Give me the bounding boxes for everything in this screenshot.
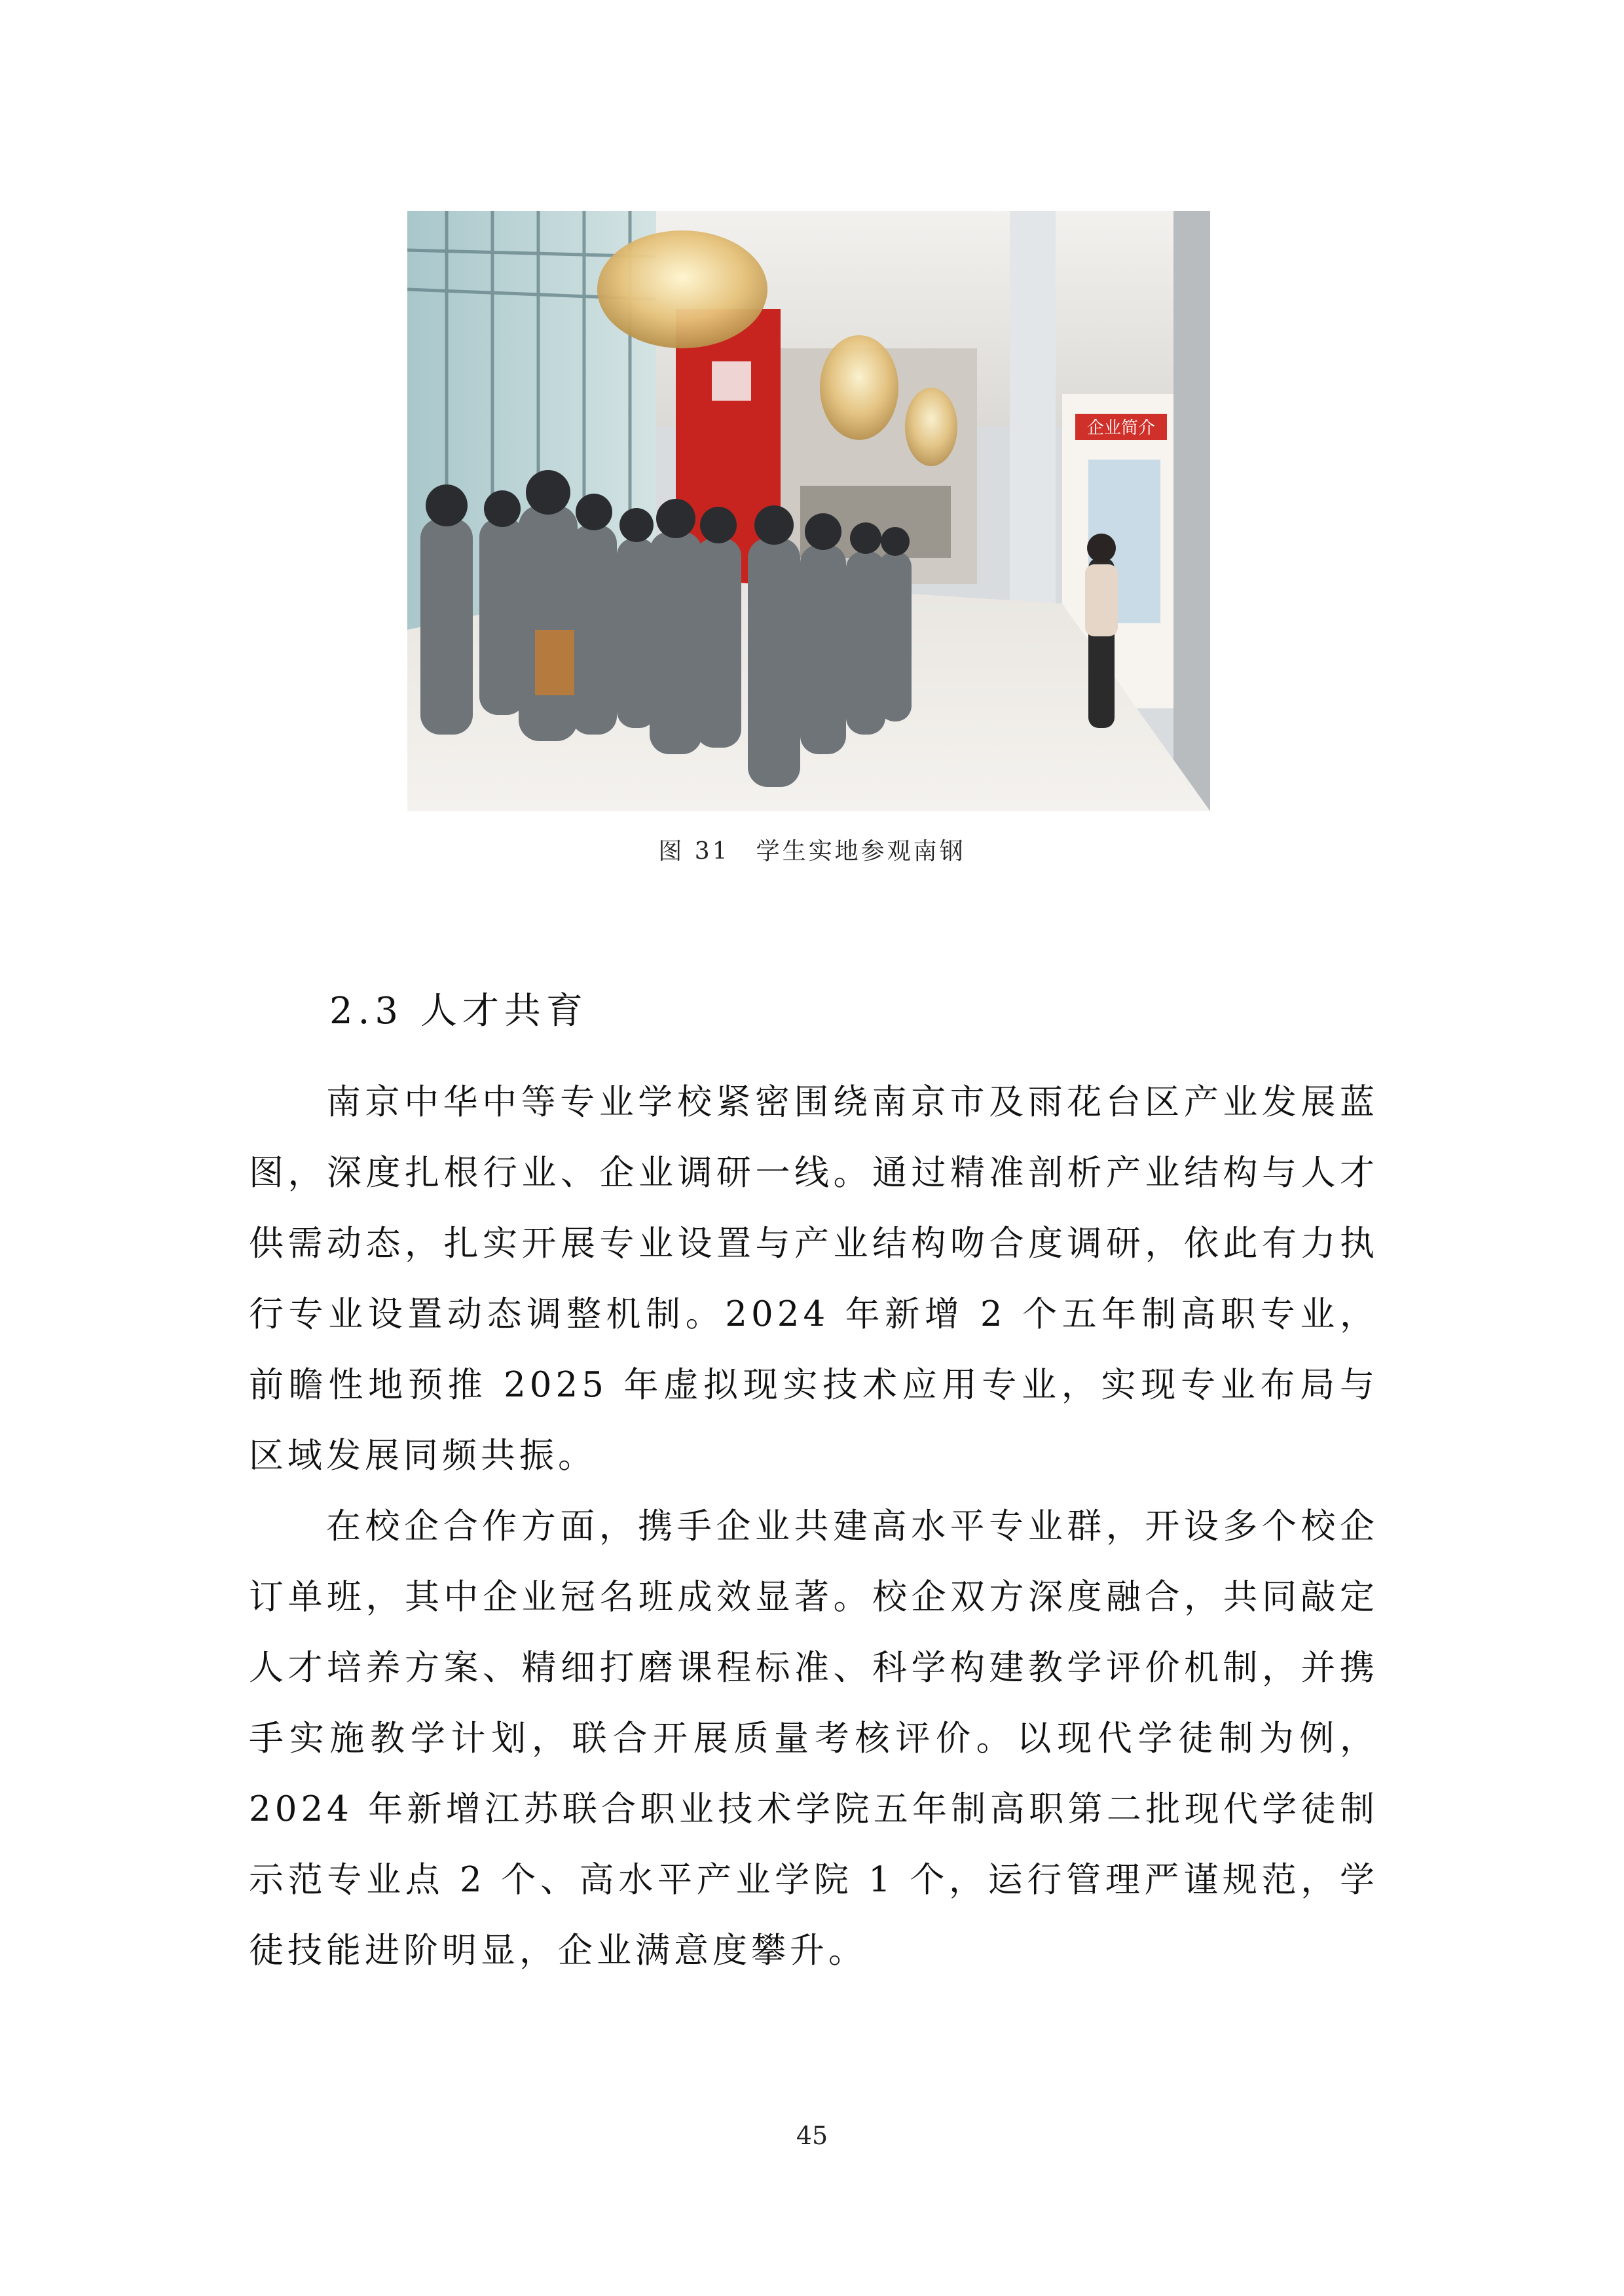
paragraph-1: 南京中华中等专业学校紧密围绕南京市及雨花台区产业发展蓝图，深度扎根行业、企业调研一线。通过精准剖析产业结构与人才供需动态，扎实开展专业设置与产业结构吻合度调研，依此有力执行专业设置动态调整机制。2024 年新增 2 个五年制高职专业，前瞻性地预推 2025 年虚拟现实技术应用专业，实现专业布局与区域发展同频共振。	[249, 1082, 1378, 1476]
section-heading: 2.3 人才共育	[329, 990, 588, 1032]
photo-illustration	[407, 211, 1210, 811]
page-number: 45	[796, 2121, 828, 2150]
figure-caption: 图 31 学生实地参观南钢	[658, 838, 966, 865]
photo-students-visiting-nangang	[407, 211, 1210, 811]
display-sign-text: 企业简介	[1086, 418, 1156, 438]
paragraph-2: 在校企合作方面，携手企业共建高水平专业群，开设多个校企订单班，其中企业冠名班成效显著。校企双方深度融合，共同敲定人才培养方案、精细打磨课程标准、科学构建教学评价机制，并携手实施教学计划，联合开展质量考核评价。以现代学徒制为例，2024 年新增江苏联合职业技术学院五年制高职第二批现代学徒制示范专业点 2 个、高水平产业学院 1 个，运行管理严谨规范，学徒技能进阶明显，企业满意度攀升。	[249, 1506, 1378, 1971]
